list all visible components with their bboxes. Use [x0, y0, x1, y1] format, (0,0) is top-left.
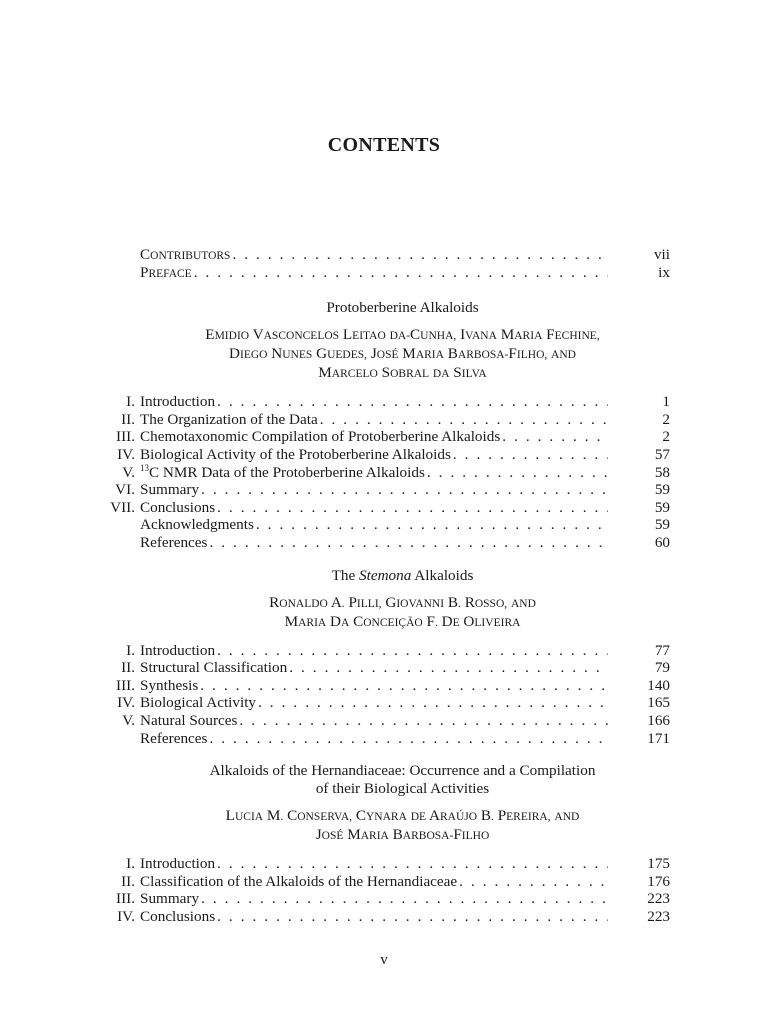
page-number: 59	[654, 498, 670, 516]
entry-label: Acknowledgments	[140, 516, 254, 534]
author-line: LUCIA M. CONSERVA, CYNARA DE ARAÚJO B. PEREIRA, AND	[225, 807, 580, 825]
section-entries	[100, 855, 670, 925]
entry-label: Conclusions	[140, 498, 216, 516]
dot-leader	[217, 499, 608, 517]
dot-leader	[194, 264, 608, 282]
toc-entry[interactable]	[100, 642, 670, 660]
dot-leader	[427, 464, 608, 482]
entry-numeral: V.	[122, 711, 135, 729]
toc-entry[interactable]	[100, 481, 670, 499]
page-number: 2	[662, 410, 670, 428]
author-line: MARIA DA CONCEIÇÃO F. DE OLIVEIRA	[284, 612, 521, 630]
table-of-contents	[100, 246, 670, 925]
entry-label: Introduction	[140, 393, 216, 411]
entry-label: Conclusions	[140, 907, 216, 925]
author-line: JOSÉ MARIA BARBOSA-FILHO	[315, 826, 490, 844]
dot-leader	[201, 890, 608, 908]
page-number: 165	[647, 694, 670, 712]
page-number: 59	[654, 481, 670, 499]
toc-entry[interactable]	[100, 446, 670, 464]
entry-numeral: I.	[126, 855, 135, 873]
section-authors	[135, 594, 670, 632]
dot-leader	[258, 694, 608, 712]
page-number: 223	[647, 907, 670, 925]
entry-numeral: IV.	[117, 445, 135, 463]
page-number: 77	[654, 641, 670, 659]
page-number: 2	[662, 428, 670, 446]
entry-numeral: II.	[121, 872, 135, 890]
toc-entry[interactable]	[100, 499, 670, 517]
entry-label: Summary	[140, 481, 200, 499]
toc-entry[interactable]	[100, 712, 670, 730]
dot-leader	[453, 446, 608, 464]
section-authors	[135, 326, 670, 383]
entry-numeral: II.	[121, 410, 135, 428]
entry-label: The Organization of the Data	[140, 410, 318, 428]
toc-entry[interactable]	[100, 464, 670, 482]
entry-numeral: V.	[122, 463, 135, 481]
author-line: EMIDIO VASCONCELOS LEITAO DA-CUNHA, IVANA MARIA FECHINE,	[205, 326, 600, 344]
toc-entry[interactable]	[100, 393, 670, 411]
entry-numeral: III.	[116, 428, 135, 446]
page-number: ix	[658, 263, 670, 281]
page-number: 60	[654, 533, 670, 551]
section-entries	[100, 642, 670, 748]
toc-entry[interactable]	[100, 730, 670, 748]
toc-entry-contributors[interactable]	[100, 246, 670, 264]
toc-entry[interactable]	[100, 516, 670, 534]
entry-numeral: IV.	[117, 907, 135, 925]
page-number: 166	[647, 711, 670, 729]
dot-leader	[209, 730, 608, 748]
page-number: 79	[654, 659, 670, 677]
entry-label: Biological Activity of the Protoberberine Alkaloids	[140, 445, 451, 463]
dot-leader	[320, 411, 608, 429]
entry-numeral: VII.	[110, 498, 135, 516]
entry-label: Chemotaxonomic Compilation of Protoberberine Alkaloids	[140, 428, 501, 446]
entry-label: Introduction	[140, 855, 216, 873]
italic-title-part: Stemona	[359, 566, 412, 584]
toc-entry[interactable]	[100, 694, 670, 712]
page-folio: v	[380, 952, 388, 968]
entry-numeral: III.	[116, 890, 135, 908]
toc-entry[interactable]	[100, 411, 670, 429]
dot-leader	[289, 659, 608, 677]
section-authors	[135, 807, 670, 845]
toc-entry[interactable]	[100, 908, 670, 926]
page-number: 176	[647, 872, 670, 890]
section-title: Alkaloids of the Hernandiaceae: Occurrence and a Compilation	[209, 762, 596, 780]
entry-label: REFACE	[148, 267, 192, 280]
author-line: DIEGO NUNES GUEDES, JOSÉ MARIA BARBOSA-FILHO, AND	[229, 345, 576, 363]
entry-label: Introduction	[140, 641, 216, 659]
dot-leader	[459, 873, 608, 891]
toc-entry[interactable]	[100, 873, 670, 891]
dot-leader	[239, 712, 608, 730]
entry-label: References	[140, 729, 208, 747]
dot-leader	[256, 516, 608, 534]
entry-label-initial: P	[140, 263, 149, 281]
entry-label: Biological Activity	[140, 694, 257, 712]
dot-leader	[217, 908, 608, 926]
page-number: vii	[653, 246, 670, 263]
page-number: 57	[654, 445, 670, 463]
toc-entry-preface[interactable]	[100, 264, 670, 282]
toc-entry[interactable]	[100, 534, 670, 552]
page-title: CONTENTS	[327, 134, 441, 156]
entry-numeral: IV.	[117, 694, 135, 712]
toc-entry[interactable]	[100, 890, 670, 908]
toc-entry[interactable]	[100, 855, 670, 873]
author-line: MARCELO SOBRAL DA SILVA	[318, 364, 487, 382]
author-line: RONALDO A. PILLI, GIOVANNI B. ROSSO, AND	[269, 593, 536, 611]
entry-label: ONTRIBUTORS	[150, 250, 231, 262]
entry-label: Structural Classification	[140, 659, 288, 677]
entry-label-initial: C	[140, 246, 151, 263]
dot-leader	[502, 428, 608, 446]
toc-entry[interactable]	[100, 677, 670, 695]
dot-leader	[217, 393, 608, 411]
entry-numeral: I.	[126, 393, 135, 411]
entry-label: References	[140, 533, 208, 551]
page-number: 171	[647, 729, 670, 747]
section-title: Protoberberine Alkaloids	[326, 299, 479, 317]
section-entries	[100, 393, 670, 551]
entry-numeral: III.	[116, 676, 135, 694]
toc-entry[interactable]	[100, 659, 670, 677]
dot-leader	[201, 481, 608, 499]
page-number: 223	[647, 890, 670, 908]
entry-numeral: I.	[126, 641, 135, 659]
section-title-line-2: of their Biological Activities	[315, 780, 490, 798]
page-number: 140	[647, 676, 670, 694]
dot-leader	[217, 855, 608, 873]
page-number: 175	[647, 855, 670, 873]
dot-leader	[232, 246, 608, 264]
entry-numeral: II.	[121, 659, 135, 677]
page-number: 58	[654, 463, 670, 481]
entry-label: Natural Sources	[140, 711, 238, 729]
entry-label: Classification of the Alkaloids of the Hernandiaceae	[140, 872, 458, 890]
entry-label: C NMR Data of the Protoberberine Alkaloids	[149, 463, 425, 481]
dot-leader	[200, 677, 608, 695]
superscript: 13	[140, 462, 149, 473]
page-number: 1	[662, 393, 670, 411]
toc-entry[interactable]	[100, 428, 670, 446]
page-number: 59	[654, 516, 670, 534]
entry-numeral: VI.	[115, 481, 135, 499]
dot-leader	[209, 534, 608, 552]
section-title: The Stemona Alkaloids	[331, 566, 474, 584]
entry-label: Synthesis	[140, 676, 199, 694]
dot-leader	[217, 642, 608, 660]
entry-label: Summary	[140, 890, 200, 908]
